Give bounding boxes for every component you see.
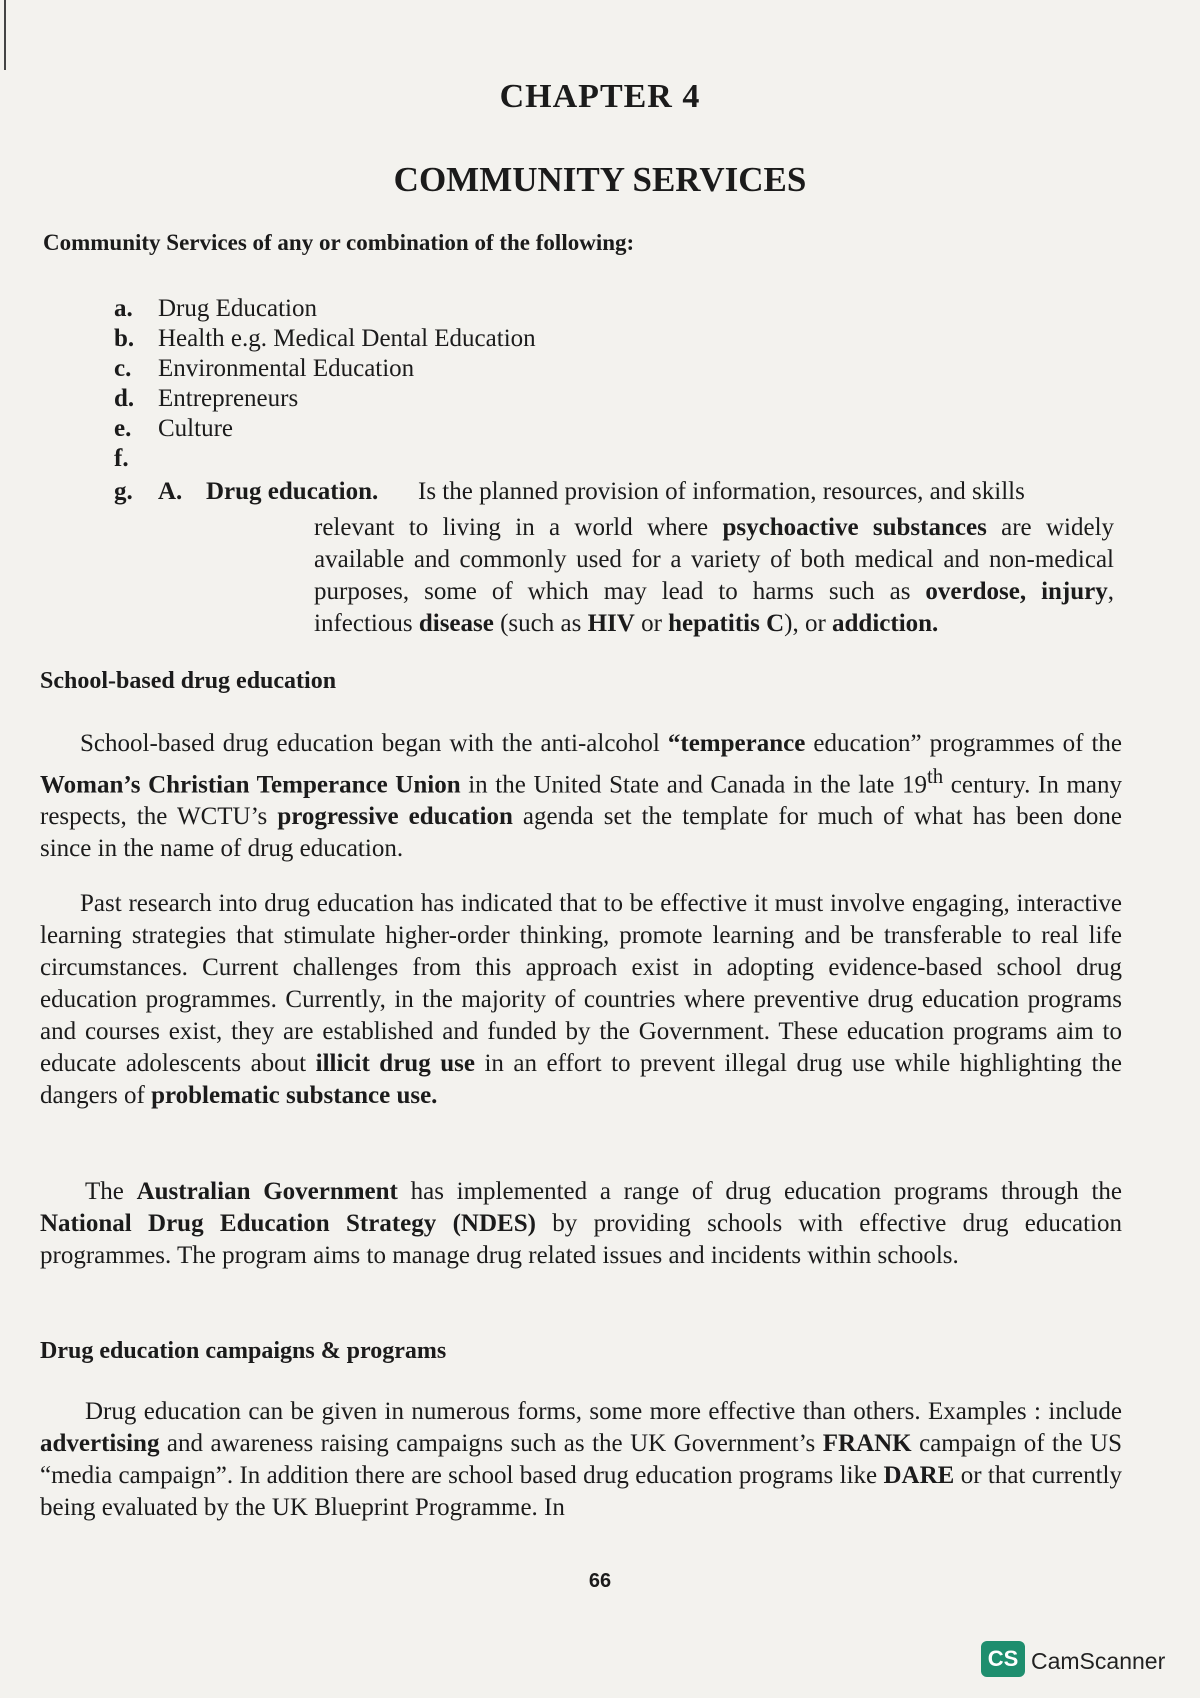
list-item-text: Drug Education [158, 295, 317, 322]
drug-education-first-line: Is the planned provision of information, resources, and skills [418, 478, 1025, 505]
text-run: campaign of the US “media campaign”. In addition there are school based drug education programs like [40, 1430, 1122, 1489]
services-list [114, 294, 1134, 505]
text-run: th [926, 764, 944, 788]
text-run: ), or [784, 610, 833, 637]
text-run: The [85, 1178, 137, 1205]
list-marker: c. [114, 355, 132, 382]
text-run: School-based drug education began with the anti-alcohol [80, 730, 668, 757]
text-run: or that currently being evaluated by the UK Blueprint Programme. In [40, 1462, 1122, 1521]
chapter-label: CHAPTER 4 [499, 78, 701, 115]
text-run: Drug education can be given in numerous forms, some more effective than others. Examples : include [85, 1398, 1122, 1425]
camscanner-logo-icon: CS [981, 1641, 1025, 1677]
text-run: problematic substance use. [151, 1082, 438, 1109]
drug-education-heading: Drug education. [206, 478, 379, 505]
text-run: disease [418, 610, 494, 637]
list-item [114, 294, 1134, 324]
text-run: and awareness raising campaigns such as the UK Government’s [159, 1430, 823, 1457]
list-item-text: Culture [158, 415, 233, 442]
text-run: psychoactive substances [722, 514, 987, 541]
page-number: 66 [588, 1570, 612, 1592]
text-run: Australian Government [136, 1178, 398, 1205]
text-run: hepatitis C [668, 610, 785, 637]
paragraph-temperance [40, 728, 1122, 865]
text-run: are widely available and commonly used for a variety of both medical and non-medical purposes, some of which may lead to harms such as [314, 514, 1115, 605]
list-marker: b. [114, 325, 135, 352]
paragraph-australian-government [40, 1176, 1122, 1272]
page-edge-shadow [4, 0, 6, 70]
list-marker: d. [114, 385, 135, 412]
text-run: Past research into drug education has indicated that to be effective it must involve engaging, interactive learning strategies that stimulate higher-order thinking, promote learning and be transferable to real life circumstances. Current challenges from this approach exist in adopting evidence-based school drug education programmes. Currently, in the majority of countries where preventive drug education programs and courses exist, they are established and funded by the Government. These education programs aim to educate adolescents about [40, 890, 1122, 1077]
list-item [114, 324, 1134, 354]
text-run: illicit drug use [315, 1050, 475, 1077]
list-marker: g. [114, 478, 133, 505]
page-title: COMMUNITY SERVICES [393, 160, 807, 199]
text-run: advertising [40, 1430, 160, 1457]
list-item [114, 384, 1134, 414]
text-run: agenda set the template for much of what has been done since in the name of drug education. [40, 803, 1122, 863]
text-run: “temperance [667, 730, 806, 757]
text-run: or [634, 610, 669, 637]
paragraph-past-research [40, 888, 1122, 1112]
text-run: FRANK [822, 1430, 912, 1457]
text-run: in an effort to prevent illegal drug use while highlighting the dangers of [40, 1050, 1122, 1109]
drug-education-definition [314, 512, 1114, 640]
text-run: overdose, injury [925, 578, 1108, 605]
camscanner-watermark: CamScanner [1031, 1648, 1166, 1674]
list-item-text: Entrepreneurs [158, 385, 299, 412]
text-run: by providing schools with effective drug education programmes. The program aims to manage drug related issues and incidents within schools. [40, 1210, 1122, 1269]
text-run: (such as [493, 610, 588, 637]
section-heading-campaigns: Drug education campaigns & programs [40, 1338, 447, 1364]
list-item-text: Health e.g. Medical Dental Education [158, 325, 536, 352]
list-marker: e. [114, 415, 132, 442]
text-run: has implemented a range of drug education programs through the [397, 1178, 1122, 1205]
sub-marker: A. [158, 478, 183, 505]
text-run: education” programmes of the [805, 730, 1122, 757]
text-run: , infectious [314, 578, 1114, 637]
section-heading-school-based: School-based drug education [40, 668, 337, 694]
text-run: in the United State and Canada in the late 19 [460, 771, 927, 799]
list-item-text: Environmental Education [158, 355, 415, 382]
text-run: Woman’s Christian Temperance Union [40, 771, 461, 799]
list-marker: f. [114, 445, 129, 472]
text-run: progressive education [277, 803, 513, 831]
text-run: DARE [883, 1462, 955, 1489]
text-run: century. In many respects, the WCTU’s [40, 771, 1122, 831]
list-item [114, 354, 1134, 384]
intro-line: Community Services of any or combination of the following: [43, 230, 635, 255]
list-item [114, 444, 1134, 474]
text-run: relevant to living in a world where [314, 514, 723, 541]
text-run: National Drug Education Strategy (NDES) [40, 1210, 536, 1237]
list-item [114, 414, 1134, 444]
paragraph-campaigns [40, 1396, 1122, 1524]
list-marker: a. [114, 295, 133, 322]
text-run: addiction. [832, 610, 939, 637]
text-run: HIV [587, 610, 635, 637]
